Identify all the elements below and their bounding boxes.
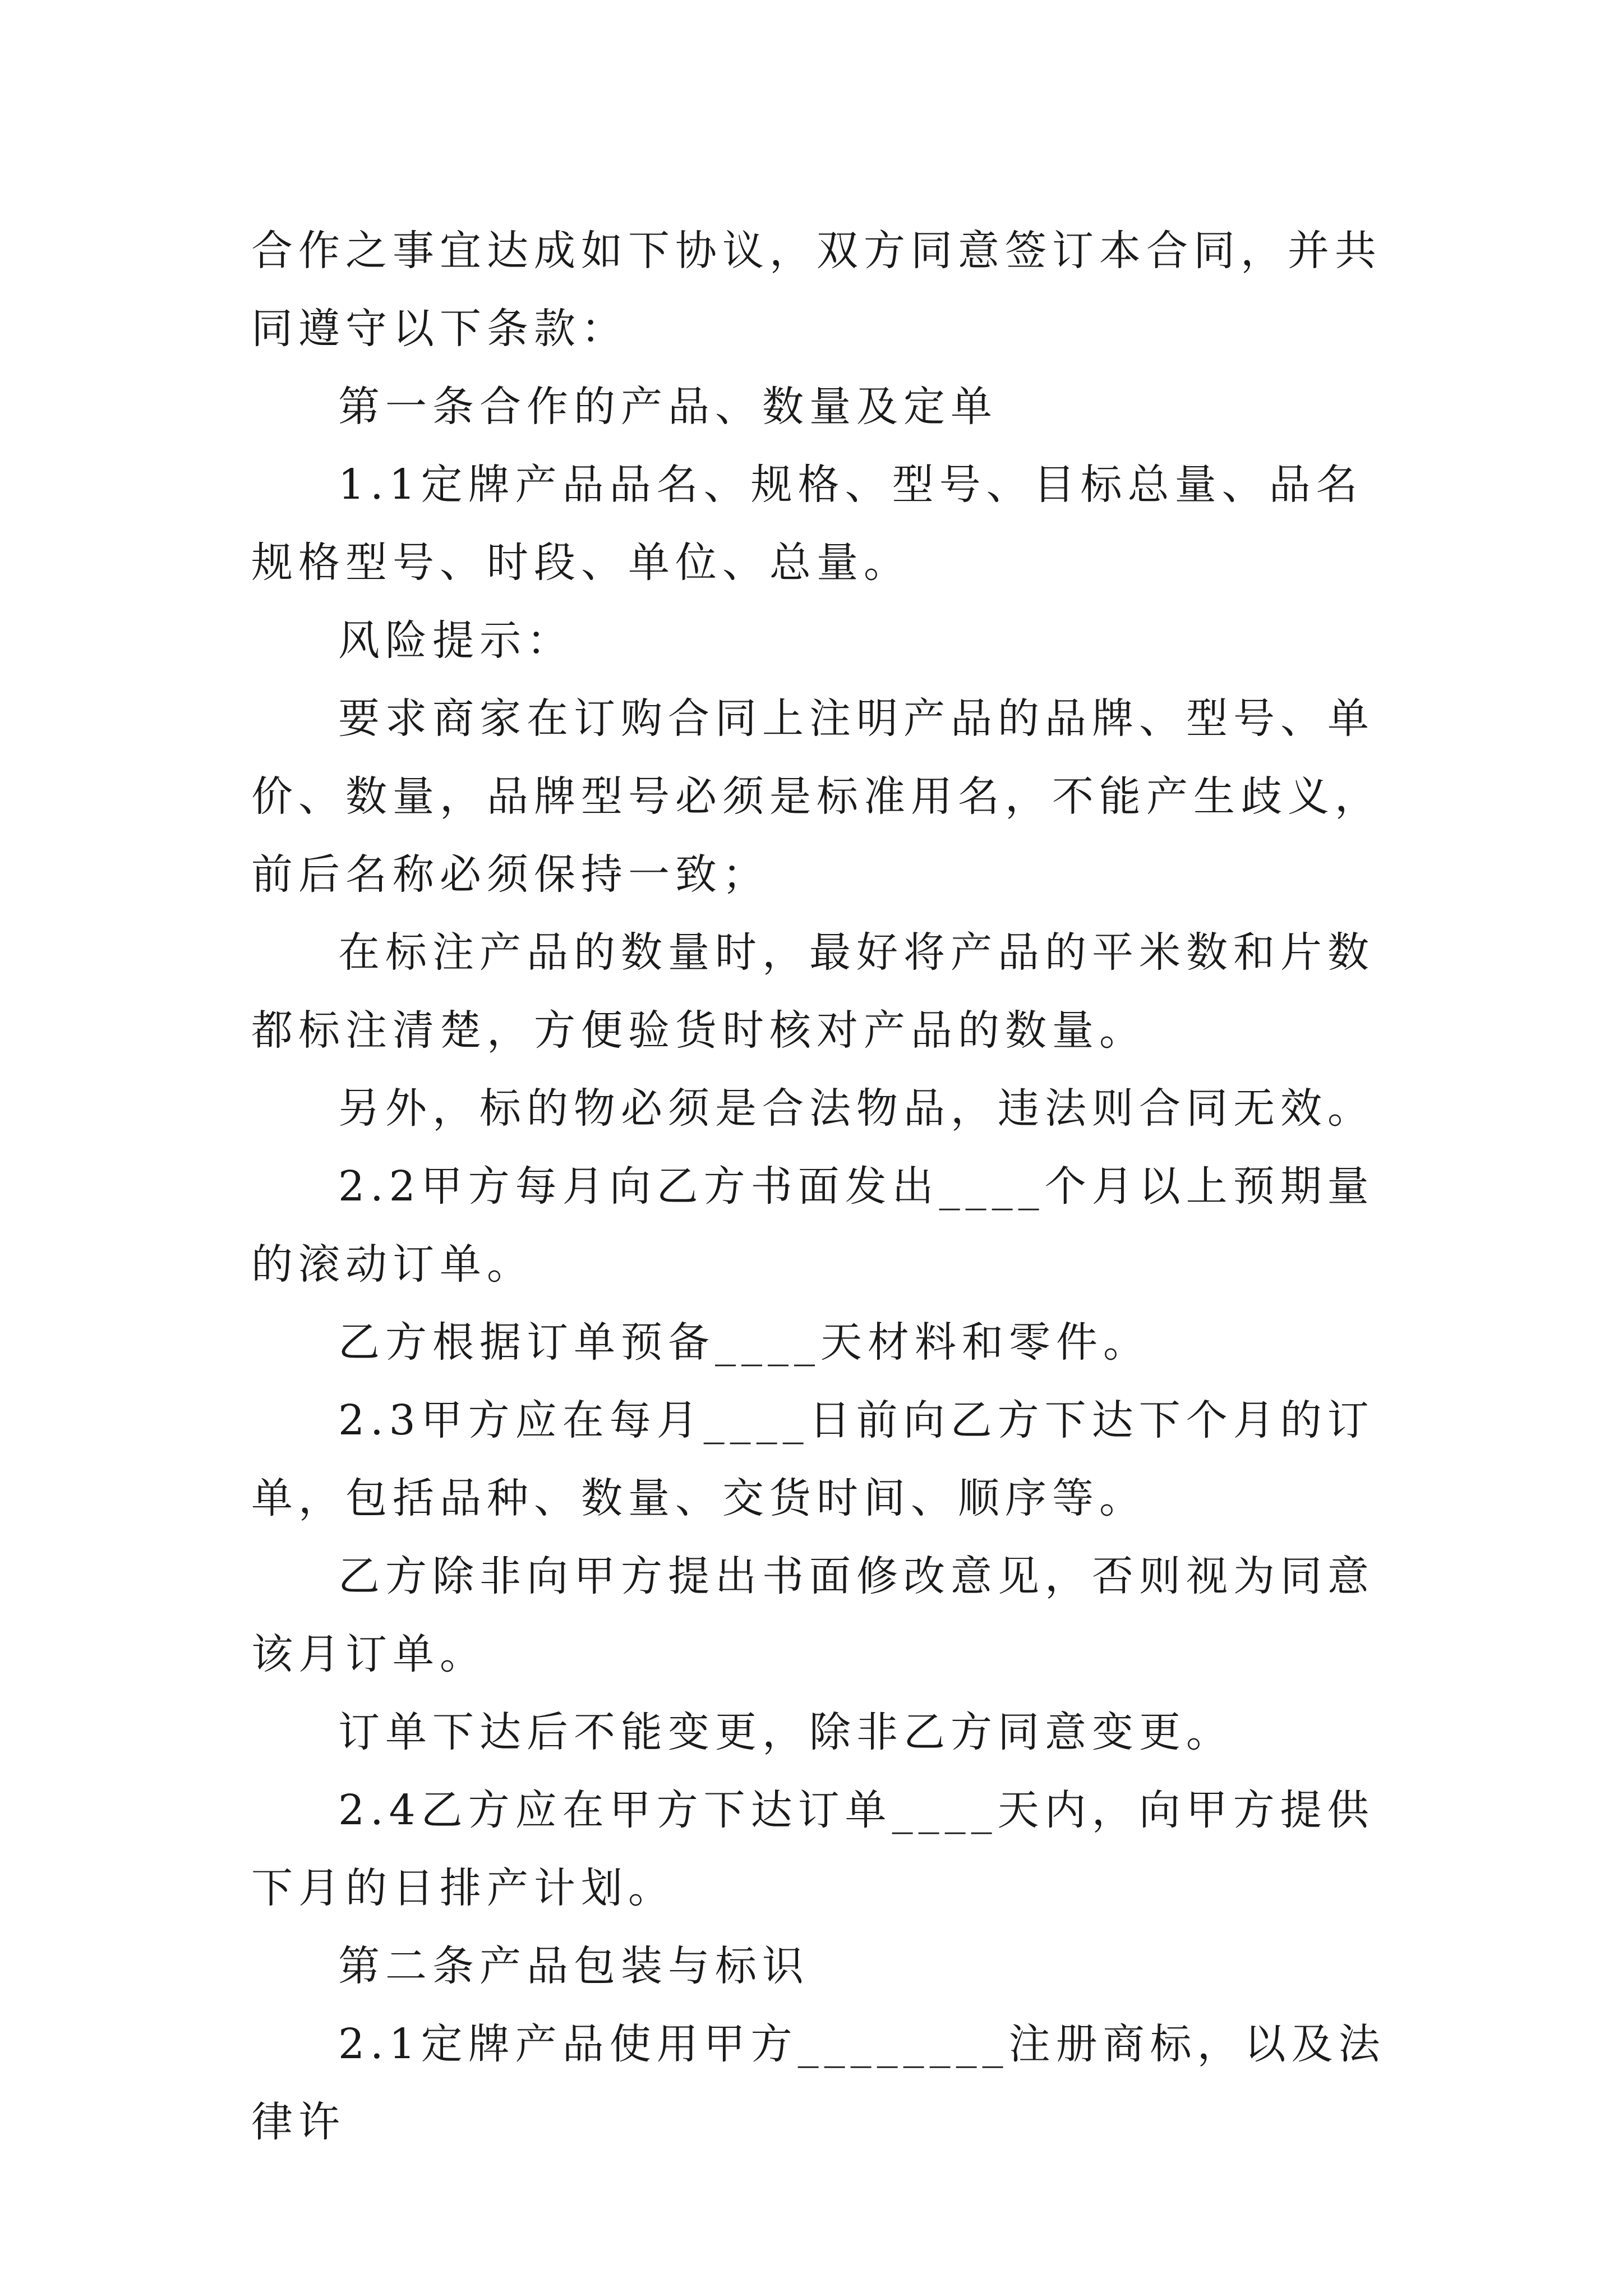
clause-2-3: 2.3甲方应在每月____日前向乙方下达下个月的订单，包括品种、数量、交货时间、顺序等。 [251,1396,1375,1522]
clause-1-1: 1.1定牌产品品名、规格、型号、目标总量、品名规格型号、时段、单位、总量。 [251,461,1363,587]
risk-warning-paragraph-2: 在标注产品的数量时，最好将产品的平米数和片数都标注清楚，方便验货时核对产品的数量。 [251,928,1375,1055]
paragraph-intro: 合作之事宜达成如下协议，双方同意签订本合同，并共同遵守以下条款： [251,227,1382,353]
heading-article-1: 第一条合作的产品、数量及定单 [338,383,998,431]
clause-2-1-trademark: 2.1定牌产品使用甲方________注册商标，以及法律许 [251,2020,1386,2146]
clause-2-4: 2.4乙方应在甲方下达订单____天内，向甲方提供下月的日排产计划。 [251,1786,1375,1912]
document-body [251,212,1401,2161]
clause-2-2-materials: 乙方根据订单预备____天材料和零件。 [338,1318,1150,1366]
risk-warning-paragraph-1: 要求商家在订购合同上注明产品的品牌、型号、单价、数量，品牌型号必须是标准用名，不能产生歧义，前后名称必须保持一致； [251,694,1382,899]
heading-article-2: 第二条产品包装与标识 [338,1942,809,1990]
risk-warning-paragraph-3: 另外，标的物必须是合法物品，违法则合同无效。 [338,1084,1375,1133]
clause-2-3-objection: 乙方除非向甲方提出书面修改意见，否则视为同意该月订单。 [251,1552,1375,1678]
clause-2-2: 2.2甲方每月向乙方书面发出____个月以上预期量的滚动订单。 [251,1162,1375,1289]
clause-2-3-no-change: 订单下达后不能变更，除非乙方同意变更。 [338,1708,1233,1756]
risk-warning-heading: 风险提示： [338,616,574,665]
